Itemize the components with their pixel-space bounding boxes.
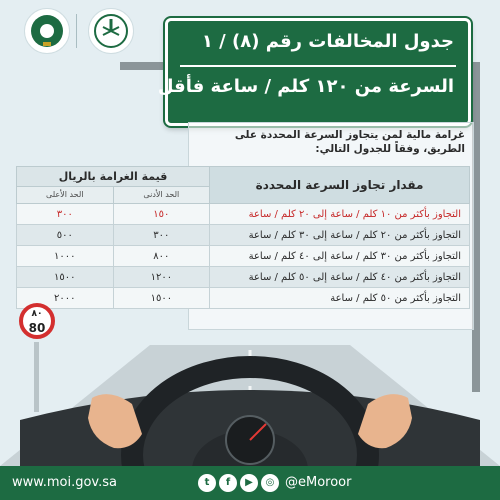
row-max: ٢٠٠٠ <box>17 288 114 309</box>
logo-divider <box>76 14 77 48</box>
table-row <box>17 267 470 288</box>
footer-bar <box>0 466 500 500</box>
ministry-emblem-icon <box>88 8 134 54</box>
row-max: ١٥٠٠ <box>17 267 114 288</box>
row-min: ١٥٠ <box>113 204 210 225</box>
social-handle[interactable]: @eMoroor <box>285 475 352 490</box>
row-min: ٣٠٠ <box>113 225 210 246</box>
row-desc: التجاوز بأكثر من ٥٠ كلم / ساعة <box>210 288 470 309</box>
table-row <box>17 288 470 309</box>
facebook-icon[interactable]: f <box>219 474 237 492</box>
table-row <box>17 225 470 246</box>
table-row <box>17 246 470 267</box>
sign-divider <box>180 65 456 67</box>
row-max: ٣٠٠ <box>17 204 114 225</box>
row-max: ٥٠٠ <box>17 225 114 246</box>
highway-sign <box>157 18 471 126</box>
sign-subtitle: السرعة من ١٢٠ كلم / ساعة فأقل <box>157 76 454 97</box>
row-desc: التجاوز بأكثر من ٢٠ كلم / ساعة إلى ٣٠ كلم / ساعة <box>210 225 470 246</box>
speed-limit-latin: 80 <box>28 321 46 335</box>
traffic-emblem-icon <box>24 8 70 54</box>
row-min: ١٥٠٠ <box>113 288 210 309</box>
intro-text: غرامة مالية لمن يتجاوز السرعة المحددة على الطريق، وفقاً للجدول التالي: <box>234 129 465 155</box>
speed-limit-arabic: ٨٠ <box>31 309 43 319</box>
row-min: ٨٠٠ <box>113 246 210 267</box>
table-row <box>17 204 470 225</box>
row-desc: التجاوز بأكثر من ٤٠ كلم / ساعة إلى ٥٠ كلم / ساعة <box>210 267 470 288</box>
header-max: الحد الأعلى <box>17 186 114 203</box>
header-min: الحد الأدنى <box>113 186 210 203</box>
fines-table <box>16 166 470 309</box>
sign-pole <box>34 342 39 412</box>
row-desc: التجاوز بأكثر من ٣٠ كلم / ساعة إلى ٤٠ كلم / ساعة <box>210 246 470 267</box>
header-speed-excess: مقدار تجاوز السرعة المحددة <box>210 167 470 204</box>
website-link[interactable]: www.moi.gov.sa <box>12 475 117 490</box>
row-min: ١٢٠٠ <box>113 267 210 288</box>
speed-limit-sign <box>19 303 55 339</box>
instagram-icon[interactable]: ◎ <box>261 474 279 492</box>
row-desc: التجاوز بأكثر من ١٠ كلم / ساعة إلى ٢٠ كلم / ساعة <box>210 204 470 225</box>
youtube-icon[interactable]: ▶ <box>240 474 258 492</box>
twitter-icon[interactable]: t <box>198 474 216 492</box>
header-fine-value: قيمة الغرامة بالريال <box>17 167 210 187</box>
row-max: ١٠٠٠ <box>17 246 114 267</box>
sign-title: جدول المخالفات رقم (٨) / ١ <box>201 31 454 52</box>
